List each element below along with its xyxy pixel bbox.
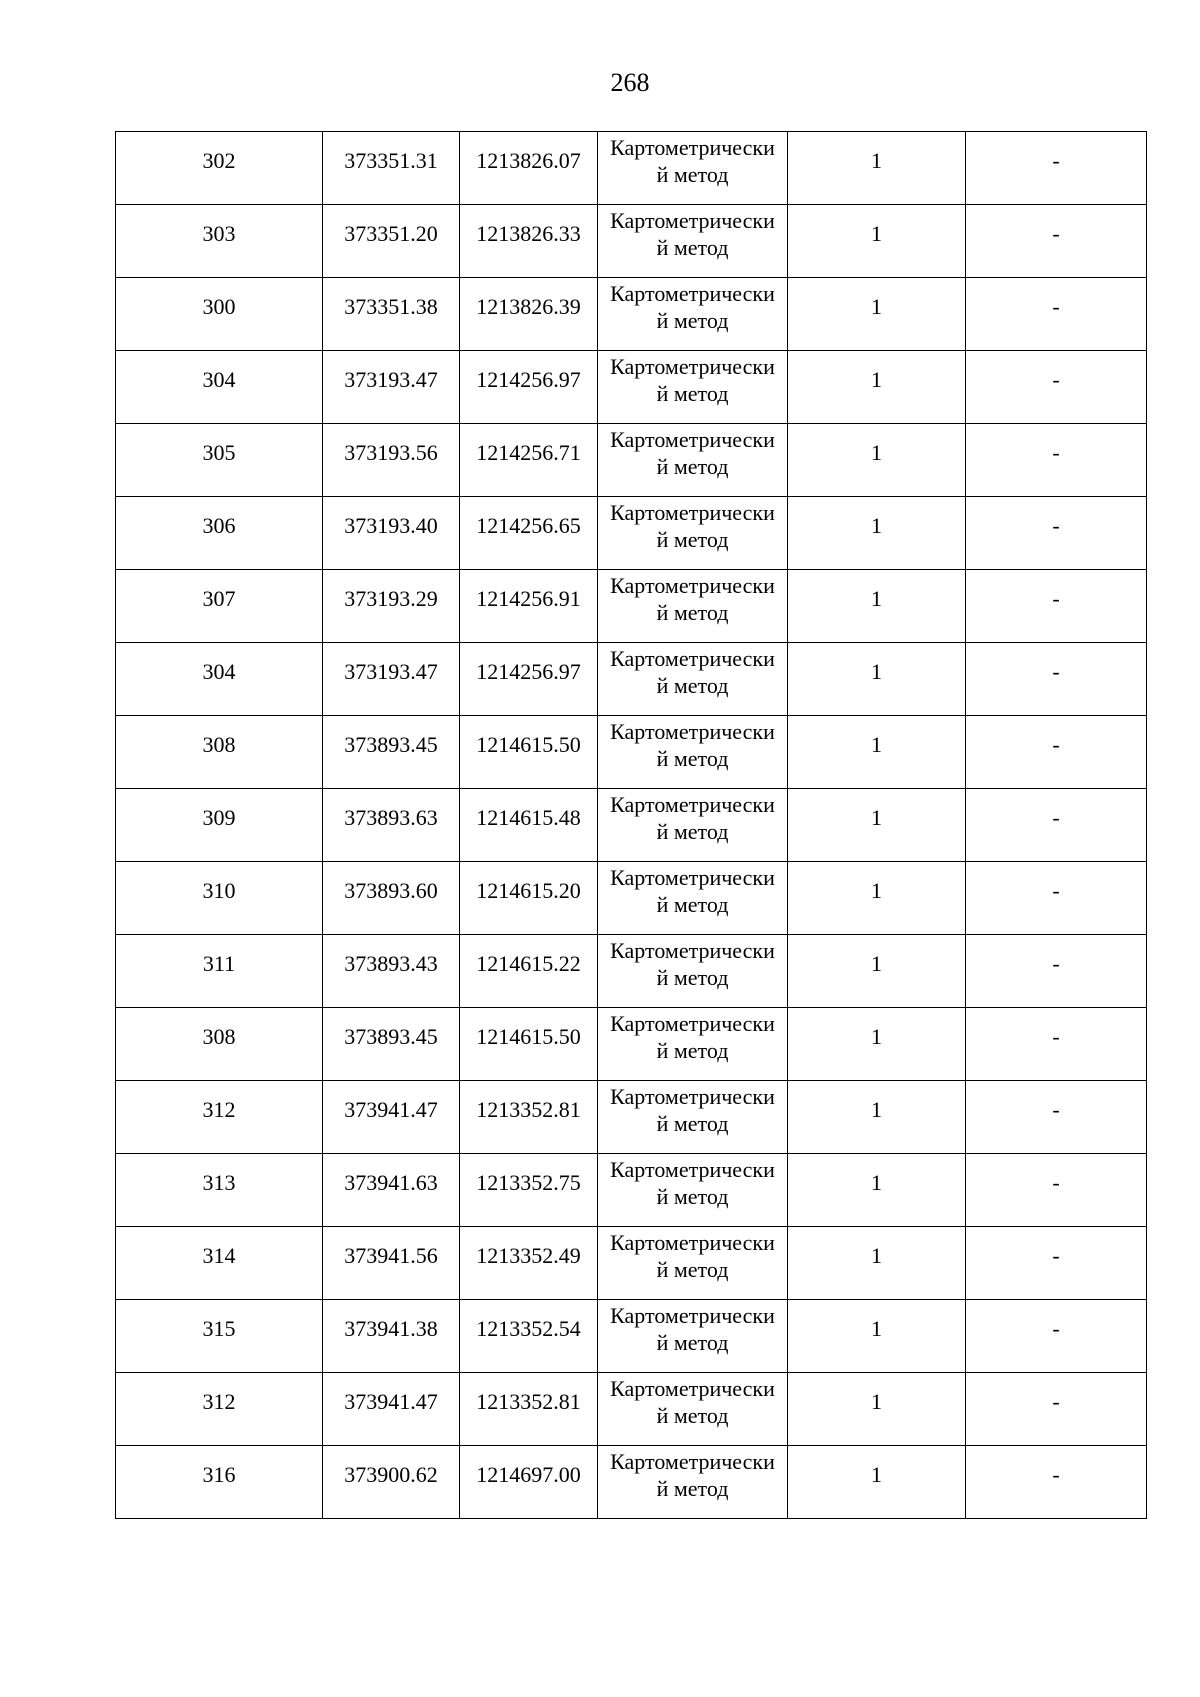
- table-row: [116, 1154, 1147, 1227]
- cell-point-number: 315: [116, 1300, 323, 1373]
- cell-point-number: 312: [116, 1373, 323, 1446]
- cell-point-number: 309: [116, 789, 323, 862]
- cell-accuracy: 1: [788, 205, 966, 278]
- cell-point-number: 306: [116, 497, 323, 570]
- cell-point-number: 300: [116, 278, 323, 351]
- cell-y-coordinate: 1214256.97: [460, 643, 598, 716]
- cell-method: Картометрически й метод: [598, 1300, 788, 1373]
- cell-x-coordinate: 373193.47: [323, 643, 460, 716]
- cell-x-coordinate: 373193.29: [323, 570, 460, 643]
- cell-y-coordinate: 1213352.81: [460, 1081, 598, 1154]
- cell-y-coordinate: 1214256.71: [460, 424, 598, 497]
- cell-note: -: [966, 424, 1147, 497]
- cell-accuracy: 1: [788, 497, 966, 570]
- cell-note: -: [966, 1008, 1147, 1081]
- cell-method: Картометрически й метод: [598, 1227, 788, 1300]
- cell-note: -: [966, 1373, 1147, 1446]
- cell-note: -: [966, 643, 1147, 716]
- cell-note: -: [966, 1300, 1147, 1373]
- cell-method: Картометрически й метод: [598, 643, 788, 716]
- table-row: [116, 1008, 1147, 1081]
- table-row: [116, 205, 1147, 278]
- cell-method: Картометрически й метод: [598, 1154, 788, 1227]
- cell-x-coordinate: 373193.56: [323, 424, 460, 497]
- table-row: [116, 1227, 1147, 1300]
- cell-method: Картометрически й метод: [598, 205, 788, 278]
- cell-accuracy: 1: [788, 1008, 966, 1081]
- cell-y-coordinate: 1214615.50: [460, 716, 598, 789]
- cell-x-coordinate: 373193.40: [323, 497, 460, 570]
- cell-note: -: [966, 570, 1147, 643]
- coordinates-table: [115, 131, 1147, 1519]
- cell-x-coordinate: 373941.47: [323, 1081, 460, 1154]
- table-row: [116, 278, 1147, 351]
- cell-x-coordinate: 373893.60: [323, 862, 460, 935]
- cell-x-coordinate: 373941.47: [323, 1373, 460, 1446]
- cell-y-coordinate: 1214615.20: [460, 862, 598, 935]
- cell-note: -: [966, 935, 1147, 1008]
- cell-method: Картометрически й метод: [598, 1446, 788, 1519]
- cell-note: -: [966, 497, 1147, 570]
- cell-accuracy: 1: [788, 1154, 966, 1227]
- cell-accuracy: 1: [788, 1081, 966, 1154]
- cell-note: -: [966, 862, 1147, 935]
- table-row: [116, 862, 1147, 935]
- cell-accuracy: 1: [788, 132, 966, 205]
- cell-accuracy: 1: [788, 935, 966, 1008]
- cell-x-coordinate: 373941.56: [323, 1227, 460, 1300]
- cell-accuracy: 1: [788, 1227, 966, 1300]
- table-row: [116, 351, 1147, 424]
- cell-y-coordinate: 1213826.39: [460, 278, 598, 351]
- cell-point-number: 310: [116, 862, 323, 935]
- cell-point-number: 307: [116, 570, 323, 643]
- cell-y-coordinate: 1214615.48: [460, 789, 598, 862]
- page-number: 268: [610, 68, 650, 97]
- cell-y-coordinate: 1214256.91: [460, 570, 598, 643]
- table-row: [116, 497, 1147, 570]
- cell-point-number: 302: [116, 132, 323, 205]
- cell-x-coordinate: 373893.43: [323, 935, 460, 1008]
- cell-accuracy: 1: [788, 424, 966, 497]
- cell-x-coordinate: 373893.63: [323, 789, 460, 862]
- table-row: [116, 789, 1147, 862]
- cell-method: Картометрически й метод: [598, 716, 788, 789]
- table-row: [116, 1446, 1147, 1519]
- cell-x-coordinate: 373351.20: [323, 205, 460, 278]
- cell-method: Картометрически й метод: [598, 862, 788, 935]
- cell-method: Картометрически й метод: [598, 935, 788, 1008]
- cell-point-number: 305: [116, 424, 323, 497]
- table-row: [116, 716, 1147, 789]
- cell-note: -: [966, 205, 1147, 278]
- cell-accuracy: 1: [788, 716, 966, 789]
- cell-accuracy: 1: [788, 278, 966, 351]
- table-row: [116, 424, 1147, 497]
- cell-point-number: 316: [116, 1446, 323, 1519]
- cell-method: Картометрически й метод: [598, 1373, 788, 1446]
- table-row: [116, 1373, 1147, 1446]
- table-row: [116, 570, 1147, 643]
- cell-method: Картометрически й метод: [598, 1008, 788, 1081]
- cell-y-coordinate: 1214256.65: [460, 497, 598, 570]
- cell-x-coordinate: 373193.47: [323, 351, 460, 424]
- cell-x-coordinate: 373941.63: [323, 1154, 460, 1227]
- cell-method: Картометрически й метод: [598, 278, 788, 351]
- cell-point-number: 304: [116, 351, 323, 424]
- cell-point-number: 304: [116, 643, 323, 716]
- cell-accuracy: 1: [788, 789, 966, 862]
- cell-y-coordinate: 1213352.81: [460, 1373, 598, 1446]
- cell-note: -: [966, 351, 1147, 424]
- table-row: [116, 643, 1147, 716]
- cell-accuracy: 1: [788, 1446, 966, 1519]
- cell-note: -: [966, 1154, 1147, 1227]
- cell-point-number: 303: [116, 205, 323, 278]
- cell-note: -: [966, 1227, 1147, 1300]
- cell-y-coordinate: 1213826.33: [460, 205, 598, 278]
- coordinates-table-body: [116, 132, 1147, 1519]
- cell-y-coordinate: 1214615.22: [460, 935, 598, 1008]
- cell-y-coordinate: 1213826.07: [460, 132, 598, 205]
- cell-note: -: [966, 789, 1147, 862]
- cell-method: Картометрически й метод: [598, 132, 788, 205]
- cell-method: Картометрически й метод: [598, 789, 788, 862]
- cell-note: -: [966, 278, 1147, 351]
- cell-point-number: 314: [116, 1227, 323, 1300]
- cell-method: Картометрически й метод: [598, 424, 788, 497]
- cell-y-coordinate: 1213352.54: [460, 1300, 598, 1373]
- cell-method: Картометрически й метод: [598, 351, 788, 424]
- cell-note: -: [966, 716, 1147, 789]
- cell-accuracy: 1: [788, 570, 966, 643]
- cell-point-number: 308: [116, 1008, 323, 1081]
- cell-point-number: 313: [116, 1154, 323, 1227]
- cell-x-coordinate: 373941.38: [323, 1300, 460, 1373]
- cell-note: -: [966, 1081, 1147, 1154]
- cell-note: -: [966, 132, 1147, 205]
- cell-y-coordinate: 1214615.50: [460, 1008, 598, 1081]
- cell-accuracy: 1: [788, 1300, 966, 1373]
- cell-method: Картометрически й метод: [598, 570, 788, 643]
- cell-x-coordinate: 373351.38: [323, 278, 460, 351]
- cell-x-coordinate: 373893.45: [323, 1008, 460, 1081]
- table-row: [116, 1081, 1147, 1154]
- cell-method: Картометрически й метод: [598, 1081, 788, 1154]
- table-row: [116, 935, 1147, 1008]
- cell-point-number: 312: [116, 1081, 323, 1154]
- cell-point-number: 311: [116, 935, 323, 1008]
- cell-accuracy: 1: [788, 1373, 966, 1446]
- cell-x-coordinate: 373351.31: [323, 132, 460, 205]
- cell-y-coordinate: 1213352.75: [460, 1154, 598, 1227]
- cell-accuracy: 1: [788, 351, 966, 424]
- cell-y-coordinate: 1214697.00: [460, 1446, 598, 1519]
- table-row: [116, 1300, 1147, 1373]
- cell-y-coordinate: 1214256.97: [460, 351, 598, 424]
- cell-point-number: 308: [116, 716, 323, 789]
- table-row: [116, 132, 1147, 205]
- cell-note: -: [966, 1446, 1147, 1519]
- cell-x-coordinate: 373893.45: [323, 716, 460, 789]
- cell-accuracy: 1: [788, 643, 966, 716]
- cell-accuracy: 1: [788, 862, 966, 935]
- cell-x-coordinate: 373900.62: [323, 1446, 460, 1519]
- cell-y-coordinate: 1213352.49: [460, 1227, 598, 1300]
- cell-method: Картометрически й метод: [598, 497, 788, 570]
